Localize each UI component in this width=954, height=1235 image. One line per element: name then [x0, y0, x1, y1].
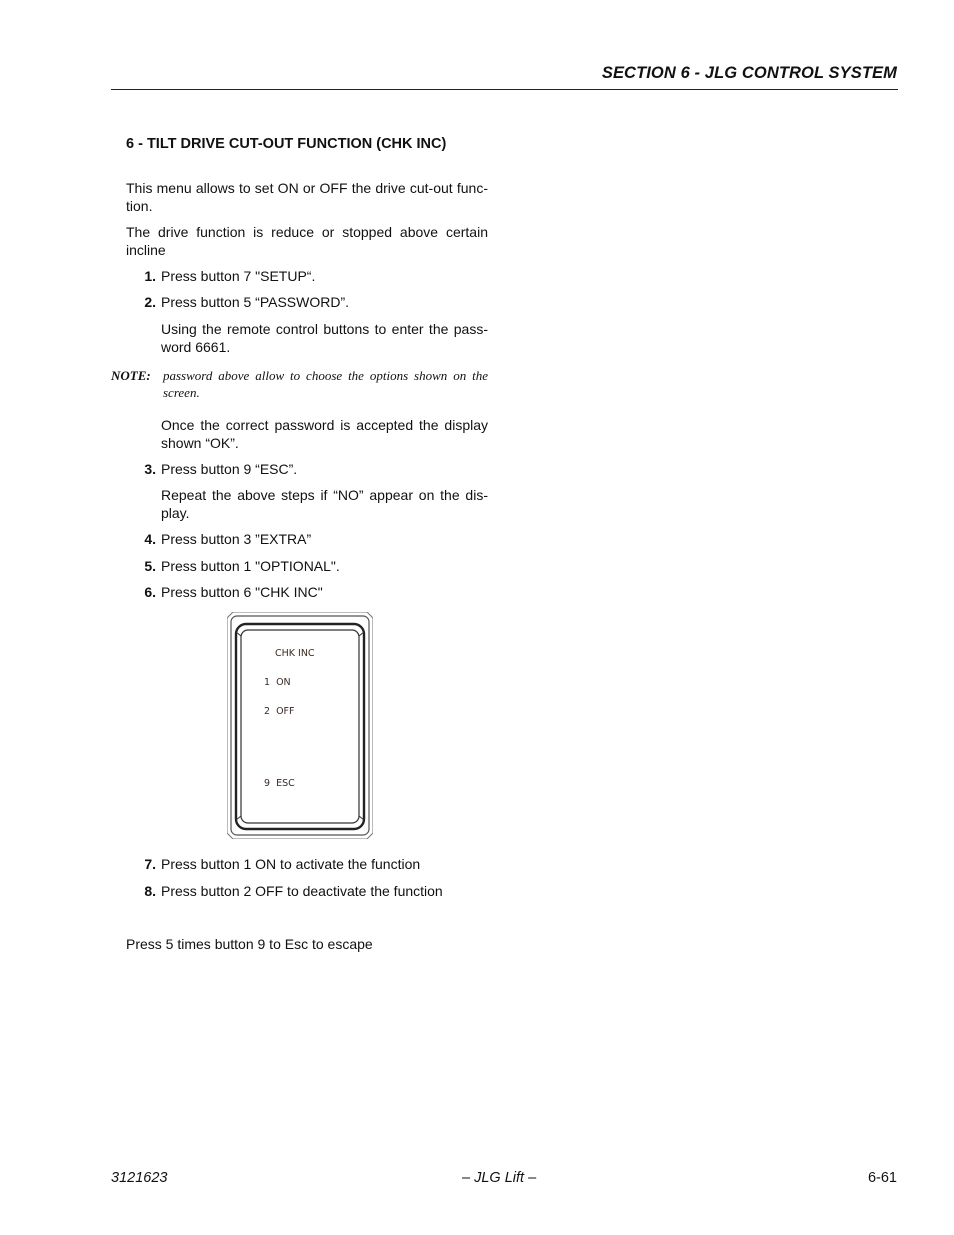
page-number: 6-61 [867, 1170, 897, 1186]
footer-publisher: – JLG Lift – [462, 1170, 537, 1186]
password-ok-paragraph: Once the correct password is accepted the display shown “OK”. [161, 417, 488, 451]
step-number: 5. [144, 558, 156, 574]
intro-paragraph: This menu allows to set ON or OFF the drive cut-out func-tion. [126, 180, 488, 214]
section-title: SECTION 6 - JLG CONTROL SYSTEM [601, 64, 897, 82]
step-number: 4. [144, 531, 156, 547]
step-4 [144, 531, 488, 549]
step-number: 8. [144, 883, 156, 899]
step-text: Press button 6 "CHK INC" [161, 584, 323, 600]
step-text: Press button 9 “ESC”. [161, 461, 298, 477]
password-entry-paragraph: Using the remote control buttons to enter the pass-word 6661. [161, 321, 488, 355]
step-number: 3. [144, 461, 156, 477]
display-frame [227, 612, 373, 839]
display-screen [227, 612, 373, 839]
step-8 [144, 883, 488, 901]
incline-paragraph: The drive function is reduce or stopped above certain incline [126, 224, 488, 258]
step-3 [144, 461, 488, 479]
escape-instruction: Press 5 times button 9 to Esc to escape [126, 936, 373, 952]
step-7 [144, 856, 488, 874]
footer-doc-number: 3121623 [111, 1170, 168, 1186]
step-6 [144, 584, 488, 602]
step-text: Press button 7 "SETUP“. [161, 268, 316, 284]
step-text: Press button 3 ”EXTRA” [161, 531, 312, 547]
step-5 [144, 558, 488, 576]
screen-option-esc: 9 ESC [264, 778, 295, 789]
step-1 [144, 268, 488, 286]
header-rule [111, 89, 898, 90]
step-number: 7. [144, 856, 156, 872]
repeat-paragraph: Repeat the above steps if “NO” appear on the dis-play. [161, 487, 488, 521]
step-number: 2. [144, 294, 156, 310]
screen-option-off: 2 OFF [264, 706, 295, 717]
step-text: Press button 1 "OPTIONAL". [161, 558, 340, 574]
note-text: password above allow to choose the options shown on the screen. [163, 368, 488, 400]
step-text: Press button 2 OFF to deactivate the function [161, 883, 443, 899]
step-number: 6. [144, 584, 156, 600]
step-number: 1. [144, 268, 156, 284]
screen-title: CHK INC [275, 648, 315, 659]
step-2 [144, 294, 488, 312]
step-text: Press button 1 ON to activate the function [161, 856, 421, 872]
screen-option-on: 1 ON [264, 677, 291, 688]
page-heading: 6 - TILT DRIVE CUT-OUT FUNCTION (CHK INC) [126, 136, 447, 152]
note-label: NOTE: [111, 368, 151, 383]
step-text: Press button 5 “PASSWORD”. [161, 294, 350, 310]
